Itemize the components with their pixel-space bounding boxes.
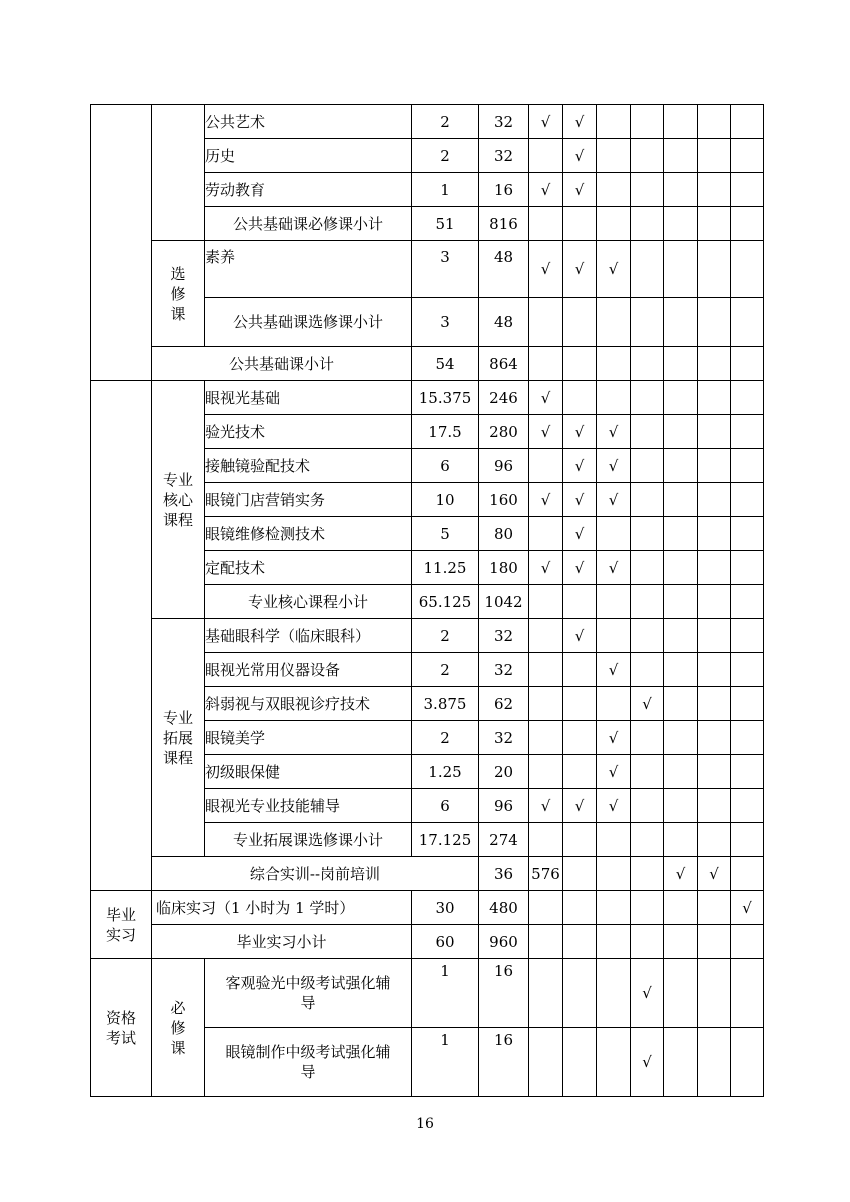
course-name-line: 眼镜制作中级考试强化辅 bbox=[225, 1043, 391, 1061]
credits-cell: 3 bbox=[412, 241, 479, 298]
check-mark-cell: √ bbox=[563, 105, 597, 139]
course-name-cell: 接触镜验配技术 bbox=[205, 449, 412, 483]
category-cell-internship bbox=[91, 891, 152, 959]
course-name-line: 客观验光中级考试强化辅 bbox=[225, 974, 391, 992]
check-mark-cell bbox=[664, 925, 698, 959]
check-mark-cell bbox=[631, 925, 664, 959]
check-mark-cell bbox=[731, 959, 764, 1028]
check-mark-cell bbox=[731, 173, 764, 207]
check-mark-cell bbox=[731, 298, 764, 347]
check-mark-cell bbox=[698, 347, 731, 381]
check-mark-cell bbox=[529, 925, 563, 959]
check-mark-cell: √ bbox=[563, 173, 597, 207]
check-mark-cell bbox=[664, 517, 698, 551]
category-cell-professional bbox=[91, 381, 152, 891]
check-mark-cell bbox=[731, 789, 764, 823]
page-number: 16 bbox=[416, 1116, 434, 1132]
table-row bbox=[91, 381, 764, 415]
credits-cell: 15.375 bbox=[412, 381, 479, 415]
check-mark-cell bbox=[631, 415, 664, 449]
hours-cell: 246 bbox=[479, 381, 529, 415]
check-mark-cell: √ bbox=[563, 483, 597, 517]
check-mark-cell bbox=[731, 517, 764, 551]
check-mark-cell: √ bbox=[597, 721, 631, 755]
check-mark-cell bbox=[664, 347, 698, 381]
check-mark-cell bbox=[731, 551, 764, 585]
hours-cell: 32 bbox=[479, 653, 529, 687]
credits-cell: 2 bbox=[412, 139, 479, 173]
check-mark-cell bbox=[563, 1028, 597, 1097]
check-mark-cell: √ bbox=[597, 415, 631, 449]
check-mark-cell bbox=[698, 207, 731, 241]
credits-cell: 1.25 bbox=[412, 755, 479, 789]
hours-cell: 274 bbox=[479, 823, 529, 857]
cell-text: 专业 bbox=[162, 708, 193, 727]
course-name-cell: 临床实习（1 小时为 1 学时） bbox=[152, 891, 412, 925]
check-mark-cell: √ bbox=[597, 551, 631, 585]
check-mark-cell: √ bbox=[563, 449, 597, 483]
check-mark-cell bbox=[529, 687, 563, 721]
check-mark-cell: √ bbox=[597, 241, 631, 298]
check-mark-cell: √ bbox=[529, 105, 563, 139]
check-mark-cell bbox=[631, 347, 664, 381]
check-mark-cell: √ bbox=[664, 857, 698, 891]
credits-cell: 1 bbox=[412, 959, 479, 1028]
course-name-cell: 素养 bbox=[205, 241, 412, 298]
cell-text: 课 bbox=[170, 1038, 186, 1057]
course-name-cell: 眼镜维修检测技术 bbox=[205, 517, 412, 551]
cell-text: 资格 bbox=[105, 1008, 136, 1027]
hours-cell: 32 bbox=[479, 105, 529, 139]
cell-text: 考试 bbox=[105, 1028, 136, 1047]
course-name-cell: 公共艺术 bbox=[205, 105, 412, 139]
check-mark-cell bbox=[698, 1028, 731, 1097]
check-mark-cell bbox=[664, 139, 698, 173]
check-mark-cell bbox=[664, 585, 698, 619]
credits-cell: 51 bbox=[412, 207, 479, 241]
subtotal-label-cell: 专业核心课程小计 bbox=[205, 585, 412, 619]
check-mark-cell bbox=[731, 347, 764, 381]
check-mark-cell bbox=[631, 517, 664, 551]
hours-cell: 180 bbox=[479, 551, 529, 585]
check-mark-cell bbox=[698, 449, 731, 483]
check-mark-cell bbox=[529, 653, 563, 687]
check-mark-cell bbox=[698, 687, 731, 721]
check-mark-cell: √ bbox=[563, 415, 597, 449]
check-mark-cell bbox=[664, 823, 698, 857]
subtotal-label-cell: 公共基础课必修课小计 bbox=[205, 207, 412, 241]
check-mark-cell bbox=[698, 139, 731, 173]
check-mark-cell bbox=[631, 105, 664, 139]
course-name-cell: 综合实训--岗前培训 bbox=[152, 857, 479, 891]
check-mark-cell bbox=[664, 687, 698, 721]
table-row bbox=[91, 105, 764, 139]
course-name-cell: 眼视光专业技能辅导 bbox=[205, 789, 412, 823]
check-mark-cell: √ bbox=[698, 857, 731, 891]
check-mark-cell bbox=[597, 585, 631, 619]
table-row bbox=[91, 347, 764, 381]
group-label-extension bbox=[152, 619, 205, 857]
check-mark-cell: √ bbox=[597, 789, 631, 823]
hours-cell: 280 bbox=[479, 415, 529, 449]
check-mark-cell bbox=[664, 449, 698, 483]
credits-cell: 6 bbox=[412, 449, 479, 483]
check-mark-cell bbox=[597, 105, 631, 139]
check-mark-cell bbox=[563, 891, 597, 925]
table-row bbox=[91, 857, 764, 891]
check-mark-cell: √ bbox=[529, 551, 563, 585]
check-mark-cell bbox=[631, 755, 664, 789]
course-name-cell: 眼镜美学 bbox=[205, 721, 412, 755]
check-mark-cell bbox=[664, 721, 698, 755]
group-label-required bbox=[152, 959, 205, 1097]
check-mark-cell: √ bbox=[597, 449, 631, 483]
credits-cell: 65.125 bbox=[412, 585, 479, 619]
check-mark-cell bbox=[597, 517, 631, 551]
check-mark-cell: √ bbox=[563, 619, 597, 653]
course-name-cell: 劳动教育 bbox=[205, 173, 412, 207]
check-mark-cell bbox=[631, 449, 664, 483]
hours-cell: 96 bbox=[479, 449, 529, 483]
check-mark-cell bbox=[563, 823, 597, 857]
check-mark-cell bbox=[698, 925, 731, 959]
check-mark-cell bbox=[563, 755, 597, 789]
cell-text: 实习 bbox=[105, 925, 136, 944]
check-mark-cell: √ bbox=[529, 381, 563, 415]
check-mark-cell bbox=[731, 619, 764, 653]
credits-cell: 11.25 bbox=[412, 551, 479, 585]
hours-cell: 864 bbox=[479, 347, 529, 381]
course-name-cell: 眼视光基础 bbox=[205, 381, 412, 415]
check-mark-cell bbox=[529, 585, 563, 619]
check-mark-cell bbox=[731, 925, 764, 959]
credits-cell: 36 bbox=[479, 857, 529, 891]
course-name-cell: 验光技术 bbox=[205, 415, 412, 449]
hours-cell: 16 bbox=[479, 959, 529, 1028]
check-mark-cell bbox=[731, 207, 764, 241]
check-mark-cell bbox=[631, 173, 664, 207]
credits-cell: 2 bbox=[412, 619, 479, 653]
check-mark-cell bbox=[597, 139, 631, 173]
credits-cell: 2 bbox=[412, 653, 479, 687]
check-mark-cell bbox=[731, 449, 764, 483]
credits-cell: 1 bbox=[412, 1028, 479, 1097]
check-mark-cell bbox=[698, 105, 731, 139]
check-mark-cell bbox=[698, 173, 731, 207]
check-mark-cell bbox=[563, 207, 597, 241]
check-mark-cell bbox=[731, 653, 764, 687]
credits-cell: 54 bbox=[412, 347, 479, 381]
hours-cell: 32 bbox=[479, 619, 529, 653]
check-mark-cell bbox=[631, 823, 664, 857]
check-mark-cell bbox=[664, 755, 698, 789]
hours-cell: 48 bbox=[479, 241, 529, 298]
check-mark-cell bbox=[698, 891, 731, 925]
check-mark-cell bbox=[664, 415, 698, 449]
check-mark-cell: √ bbox=[597, 653, 631, 687]
check-mark-cell bbox=[597, 891, 631, 925]
check-mark-cell bbox=[529, 959, 563, 1028]
check-mark-cell bbox=[731, 415, 764, 449]
check-mark-cell bbox=[664, 619, 698, 653]
check-mark-cell bbox=[698, 585, 731, 619]
course-name-cell: 眼镜门店营销实务 bbox=[205, 483, 412, 517]
cell-text: 选 bbox=[170, 264, 186, 283]
hours-cell: 960 bbox=[479, 925, 529, 959]
credits-cell: 1 bbox=[412, 173, 479, 207]
check-mark-cell bbox=[698, 298, 731, 347]
hours-cell: 32 bbox=[479, 139, 529, 173]
hours-cell: 96 bbox=[479, 789, 529, 823]
credits-cell: 17.5 bbox=[412, 415, 479, 449]
check-mark-cell: √ bbox=[563, 789, 597, 823]
check-mark-cell bbox=[529, 1028, 563, 1097]
hours-cell: 20 bbox=[479, 755, 529, 789]
check-mark-cell bbox=[731, 1028, 764, 1097]
check-mark-cell bbox=[631, 298, 664, 347]
check-mark-cell bbox=[731, 721, 764, 755]
check-mark-cell bbox=[698, 483, 731, 517]
course-name-line: 导 bbox=[300, 1063, 316, 1081]
course-name-cell: 初级眼保健 bbox=[205, 755, 412, 789]
check-mark-cell bbox=[664, 653, 698, 687]
hours-cell: 48 bbox=[479, 298, 529, 347]
check-mark-cell bbox=[597, 207, 631, 241]
check-mark-cell bbox=[563, 721, 597, 755]
check-mark-cell bbox=[597, 959, 631, 1028]
course-name-cell: 定配技术 bbox=[205, 551, 412, 585]
hours-cell: 32 bbox=[479, 721, 529, 755]
table-row bbox=[91, 619, 764, 653]
check-mark-cell bbox=[631, 551, 664, 585]
credits-cell: 30 bbox=[412, 891, 479, 925]
hours-cell: 480 bbox=[479, 891, 529, 925]
check-mark-cell bbox=[563, 585, 597, 619]
cell-text: 拓展 bbox=[162, 728, 193, 747]
course-name-cell bbox=[205, 959, 412, 1028]
check-mark-cell bbox=[698, 619, 731, 653]
check-mark-cell bbox=[731, 687, 764, 721]
check-mark-cell: √ bbox=[529, 483, 563, 517]
check-mark-cell bbox=[731, 105, 764, 139]
credits-cell: 10 bbox=[412, 483, 479, 517]
cell-text: 修 bbox=[170, 1018, 186, 1037]
check-mark-cell bbox=[731, 139, 764, 173]
check-mark-cell bbox=[698, 517, 731, 551]
check-mark-cell: √ bbox=[529, 789, 563, 823]
check-mark-cell bbox=[664, 1028, 698, 1097]
check-mark-cell bbox=[597, 347, 631, 381]
check-mark-cell bbox=[597, 1028, 631, 1097]
check-mark-cell bbox=[698, 415, 731, 449]
hours-cell: 62 bbox=[479, 687, 529, 721]
check-mark-cell bbox=[529, 139, 563, 173]
check-mark-cell bbox=[631, 619, 664, 653]
check-mark-cell bbox=[664, 551, 698, 585]
check-mark-cell bbox=[597, 381, 631, 415]
check-mark-cell: √ bbox=[529, 241, 563, 298]
check-mark-cell bbox=[529, 721, 563, 755]
check-mark-cell bbox=[698, 823, 731, 857]
check-mark-cell bbox=[731, 381, 764, 415]
check-mark-cell: √ bbox=[529, 173, 563, 207]
check-mark-cell bbox=[597, 687, 631, 721]
check-mark-cell bbox=[731, 241, 764, 298]
cell-text: 修 bbox=[170, 284, 186, 303]
check-mark-cell bbox=[698, 653, 731, 687]
subcategory-cell-required bbox=[152, 105, 205, 241]
credits-cell: 2 bbox=[412, 721, 479, 755]
check-mark-cell bbox=[731, 823, 764, 857]
check-mark-cell bbox=[529, 347, 563, 381]
check-mark-cell bbox=[664, 105, 698, 139]
check-mark-cell bbox=[597, 823, 631, 857]
check-mark-cell bbox=[597, 173, 631, 207]
check-mark-cell bbox=[664, 241, 698, 298]
course-name-line: 导 bbox=[300, 994, 316, 1012]
cell-text: 专业 bbox=[162, 470, 193, 489]
credits-cell: 2 bbox=[412, 105, 479, 139]
check-mark-cell bbox=[698, 789, 731, 823]
curriculum-table bbox=[90, 104, 764, 1097]
check-mark-cell bbox=[664, 959, 698, 1028]
check-mark-cell bbox=[529, 517, 563, 551]
cell-text: 必 bbox=[170, 998, 186, 1017]
check-mark-cell bbox=[664, 789, 698, 823]
course-name-cell: 历史 bbox=[205, 139, 412, 173]
course-name-cell bbox=[205, 1028, 412, 1097]
course-name-cell: 斜弱视与双眼视诊疗技术 bbox=[205, 687, 412, 721]
check-mark-cell bbox=[664, 483, 698, 517]
cell-text: 毕业 bbox=[105, 905, 136, 924]
check-mark-cell bbox=[698, 959, 731, 1028]
check-mark-cell bbox=[529, 891, 563, 925]
check-mark-cell bbox=[664, 173, 698, 207]
check-mark-cell: √ bbox=[529, 415, 563, 449]
check-mark-cell: √ bbox=[597, 755, 631, 789]
group-label-elective bbox=[152, 241, 205, 347]
check-mark-cell bbox=[563, 298, 597, 347]
check-mark-cell bbox=[597, 857, 631, 891]
subtotal-label-cell: 公共基础课选修课小计 bbox=[205, 298, 412, 347]
check-mark-cell bbox=[631, 585, 664, 619]
check-mark-cell bbox=[631, 241, 664, 298]
hours-cell: 160 bbox=[479, 483, 529, 517]
subtotal-label-cell: 公共基础课小计 bbox=[152, 347, 412, 381]
check-mark-cell bbox=[731, 483, 764, 517]
category-cell-qualification-exam bbox=[91, 959, 152, 1097]
table-row bbox=[91, 241, 764, 298]
check-mark-cell bbox=[631, 891, 664, 925]
check-mark-cell bbox=[631, 857, 664, 891]
check-mark-cell: √ bbox=[631, 1028, 664, 1097]
check-mark-cell bbox=[698, 551, 731, 585]
check-mark-cell bbox=[529, 755, 563, 789]
credits-cell: 6 bbox=[412, 789, 479, 823]
check-mark-cell bbox=[631, 139, 664, 173]
check-mark-cell bbox=[631, 789, 664, 823]
check-mark-cell: √ bbox=[563, 241, 597, 298]
cell-text: 课程 bbox=[162, 510, 193, 529]
subtotal-label-cell: 专业拓展课选修课小计 bbox=[205, 823, 412, 857]
check-mark-cell bbox=[563, 857, 597, 891]
check-mark-cell bbox=[698, 241, 731, 298]
check-mark-cell bbox=[698, 755, 731, 789]
check-mark-cell bbox=[563, 347, 597, 381]
cell-text: 核心 bbox=[162, 490, 193, 509]
check-mark-cell bbox=[597, 619, 631, 653]
check-mark-cell: √ bbox=[563, 139, 597, 173]
course-name-cell: 眼视光常用仪器设备 bbox=[205, 653, 412, 687]
check-mark-cell bbox=[698, 721, 731, 755]
check-mark-cell bbox=[529, 298, 563, 347]
check-mark-cell bbox=[631, 483, 664, 517]
check-mark-cell bbox=[664, 207, 698, 241]
check-mark-cell bbox=[664, 298, 698, 347]
table-row bbox=[91, 959, 764, 1028]
hours-cell: 16 bbox=[479, 173, 529, 207]
check-mark-cell bbox=[529, 619, 563, 653]
credits-cell: 5 bbox=[412, 517, 479, 551]
table-row bbox=[91, 925, 764, 959]
credits-cell: 3.875 bbox=[412, 687, 479, 721]
check-mark-cell: √ bbox=[631, 687, 664, 721]
credits-cell: 60 bbox=[412, 925, 479, 959]
check-mark-cell bbox=[631, 207, 664, 241]
check-mark-cell bbox=[731, 755, 764, 789]
subtotal-label-cell: 毕业实习小计 bbox=[152, 925, 412, 959]
check-mark-cell bbox=[631, 653, 664, 687]
check-mark-cell bbox=[529, 449, 563, 483]
check-mark-cell bbox=[529, 823, 563, 857]
hours-cell: 16 bbox=[479, 1028, 529, 1097]
check-mark-cell: √ bbox=[563, 551, 597, 585]
check-mark-cell bbox=[563, 687, 597, 721]
check-mark-cell bbox=[664, 891, 698, 925]
check-mark-cell bbox=[563, 959, 597, 1028]
check-mark-cell bbox=[563, 381, 597, 415]
check-mark-cell: √ bbox=[563, 517, 597, 551]
check-mark-cell: √ bbox=[597, 483, 631, 517]
check-mark-cell bbox=[664, 381, 698, 415]
credits-cell: 3 bbox=[412, 298, 479, 347]
check-mark-cell bbox=[563, 925, 597, 959]
hours-cell: 80 bbox=[479, 517, 529, 551]
hours-cell: 816 bbox=[479, 207, 529, 241]
credits-cell: 17.125 bbox=[412, 823, 479, 857]
group-label-core bbox=[152, 381, 205, 619]
check-mark-cell bbox=[631, 381, 664, 415]
cell-text: 课程 bbox=[162, 748, 193, 767]
check-mark-cell: √ bbox=[731, 891, 764, 925]
check-mark-cell bbox=[597, 298, 631, 347]
check-mark-cell: √ bbox=[631, 959, 664, 1028]
check-mark-cell bbox=[731, 585, 764, 619]
check-mark-cell bbox=[563, 653, 597, 687]
category-cell-public-basic bbox=[91, 105, 152, 381]
table-row bbox=[91, 891, 764, 925]
check-mark-cell bbox=[597, 925, 631, 959]
cell-text: 课 bbox=[170, 304, 186, 323]
check-mark-cell bbox=[731, 857, 764, 891]
hours-cell: 576 bbox=[529, 857, 563, 891]
check-mark-cell bbox=[529, 207, 563, 241]
course-name-cell: 基础眼科学（临床眼科） bbox=[205, 619, 412, 653]
check-mark-cell bbox=[698, 381, 731, 415]
hours-cell: 1042 bbox=[479, 585, 529, 619]
check-mark-cell bbox=[631, 721, 664, 755]
